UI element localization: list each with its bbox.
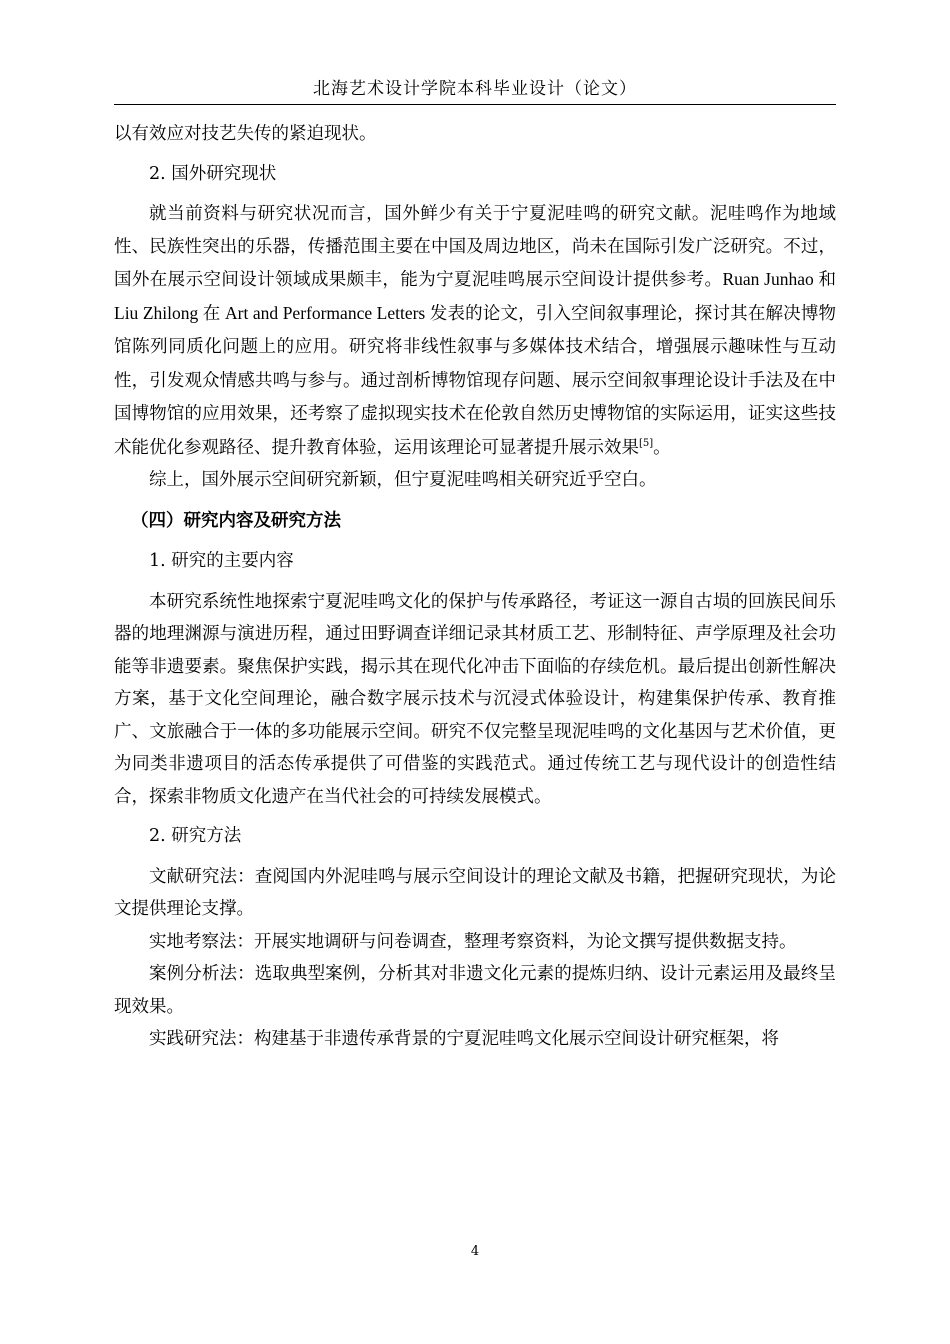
- paragraph-method-fieldwork: 实地考察法：开展实地调研与问卷调查，整理考察资料，为论文撰写提供数据支持。: [149, 931, 797, 952]
- paragraph-method-practice: 实践研究法：构建基于非遗传承背景的宁夏泥哇鸣文化展示空间设计研究框架，将: [149, 1029, 779, 1049]
- paragraph-method-literature: 文献研究法：查阅国内外泥哇鸣与展示空间设计的理论文献及书籍，把握研究现状，为论文提供理论支撑。: [114, 866, 836, 919]
- paragraph-continuation: 以有效应对技艺失传的紧迫现状。: [114, 124, 377, 144]
- paragraph-foreign-research-end: 。: [653, 437, 671, 458]
- heading-research-methods: 2. 研究方法: [149, 826, 242, 846]
- header-divider: [114, 104, 836, 105]
- heading-main-content: 1. 研究的主要内容: [149, 551, 294, 571]
- page-number: 4: [470, 1244, 480, 1259]
- paragraph-foreign-research-part1: 就当前资料与研究状况而言，国外鲜少有关于宁夏泥哇鸣的研究文献。泥哇鸣作为地域性、民族性突出的乐器，传播范围主要在中国及周边地区，尚未在国际引发广泛研究。不过，国外在展示空间设计领域成果颇丰，能为宁夏泥哇鸣展示空间设计提供参考。: [114, 204, 836, 290]
- document-body: [114, 118, 836, 1056]
- paragraph-foreign-research: [114, 198, 836, 464]
- page-header: 北海艺术设计学院本科毕业设计（论文）: [313, 79, 637, 99]
- paragraph-summary: 综上，国外展示空间研究新颖，但宁夏泥哇鸣相关研究近乎空白。: [149, 470, 657, 490]
- paragraph-foreign-research-part2: Ruan Junhao 和 Liu Zhilong 在 Art and Performance Letters 发表的论文，引入空间叙事理论，探讨其在解决博物馆陈列同质化问题上的应用。研究将非线性叙事与多媒体技术结合，增强展示趣味性与互动性，引发观众情感共鸣与参与。通过剖析博物馆现存问题、展示空间叙事理论设计手法及在中国博物馆的应用效果，还考察了虚拟现实技术在伦敦自然历史博物馆的实际运用，证实这些技术能优化参观路径、提升教育体验，运用该理论可显著提升展示效果: [114, 269, 836, 457]
- paragraph-main-content: 本研究系统性地探索宁夏泥哇鸣文化的保护与传承路径，考证这一源自古埙的回族民间乐器的地理渊源与演进历程，通过田野调查详细记录其材质工艺、形制特征、声学原理及社会功能等非遗要素。聚焦保护实践，揭示其在现代化冲击下面临的存续危机。最后提出创新性解决方案，基于文化空间理论，融合数字展示技术与沉浸式体验设计，构建集保护传承、教育推广、文旅融合于一体的多功能展示空间。研究不仅完整呈现泥哇鸣的文化基因与艺术价值，更为同类非遗项目的活态传承提供了可借鉴的实践范式。通过传统工艺与现代设计的创造性结合，探索非物质文化遗产在当代社会的可持续发展模式。: [114, 591, 836, 807]
- paragraph-method-case-analysis: 案例分析法：选取典型案例，分析其对非遗文化元素的提炼归纳、设计元素运用及最终呈现效果。: [114, 964, 836, 1017]
- heading-section-4: （四）研究内容及研究方法: [131, 510, 341, 531]
- heading-foreign-research: 2. 国外研究现状: [149, 163, 277, 184]
- citation-ref-5: [5]: [639, 437, 654, 449]
